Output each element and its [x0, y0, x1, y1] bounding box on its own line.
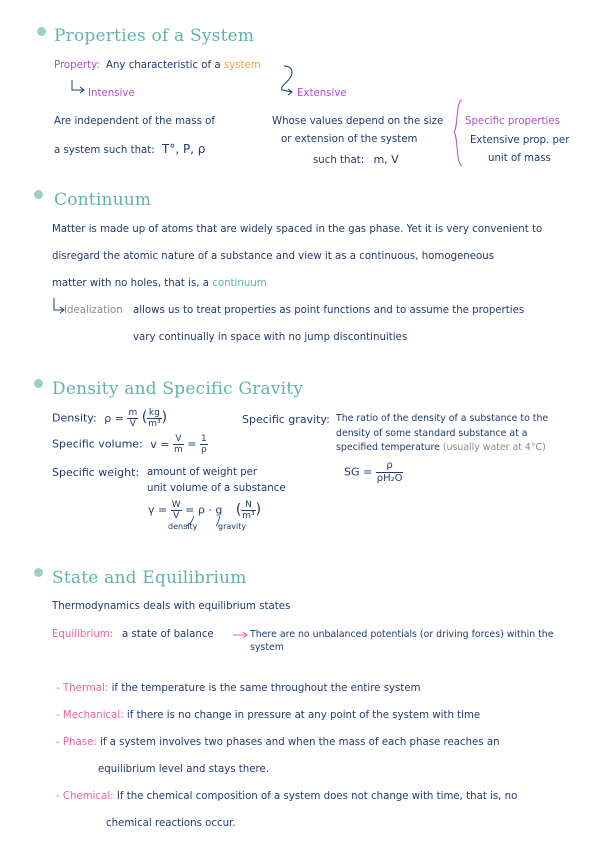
continuum-line3: matter with no holes, that is, a continuum [52, 278, 267, 289]
intensive-line1: Are independent of the mass of [54, 116, 215, 127]
extensive-label: Extensive [297, 88, 347, 99]
bullet-dot [37, 27, 46, 36]
equilibrium-item-mechanical: - Mechanical: if there is no change in pressure at any point of the system with time [56, 710, 481, 721]
note-density: density [168, 522, 198, 531]
property-label: Property: [54, 60, 100, 71]
continuum-line2: disregard the atomic nature of a substance and view it as a continuous, homogeneous [52, 251, 495, 262]
density-formula: Density: ρ = $\frac{m}{V}$ ( $\frac{kg}{\text{m³}}$ ) [52, 408, 168, 429]
equilibrium-item-thermal: - Thermal: if the temperature is the same throughout the entire system [56, 683, 421, 694]
specific-weight-line2: unit volume of a substance [147, 483, 286, 494]
specific-gravity-label: Specific gravity: [242, 413, 330, 426]
specific-weight-label: Specific weight: [52, 466, 140, 479]
specific-line2: unit of mass [488, 153, 551, 164]
equilibrium-label: Equilibrium: [52, 629, 114, 640]
specific-line1: Extensive prop. per [470, 135, 570, 146]
specific-properties-label: Specific properties [465, 116, 560, 127]
sg-line2: density of some standard substance at a [336, 428, 528, 439]
equilibrium-result2: system [250, 642, 284, 653]
extensive-line1: Whose values depend on the size [272, 116, 444, 127]
sg-line3: specified temperature (usually water at 4°C) [336, 442, 546, 453]
property-definition: Any characteristic of a system [106, 60, 261, 71]
idealization-line2: vary continually in space with no jump discontinuities [133, 332, 408, 343]
extensive-line3: such that: m, V [313, 153, 399, 166]
equilibrium-item-phase: - Phase: if a system involves two phases and when the mass of each phase reaches an [56, 737, 500, 748]
specific-weight-line1: amount of weight per [147, 467, 258, 478]
intensive-label: Intensive [88, 88, 135, 99]
bullet-dot [34, 568, 43, 577]
equilibrium-def: a state of balance [122, 629, 214, 640]
sg-formula: SG = $\frac{\rho}{\text{ρH₂O}}$ [344, 460, 403, 484]
bullet-dot [34, 379, 43, 388]
arrow-to-intensive [70, 78, 90, 98]
idealization-label: Idealization [64, 305, 123, 316]
arrow-equilibrium [232, 630, 250, 640]
equilibrium-item-chemical-cont: chemical reactions occur. [106, 818, 236, 829]
idealization-line1: allows us to treat properties as point functions and to assume the properties [133, 305, 525, 316]
specific-weight-formula: γ = $\frac{W}{V}$ = ρ · g ( $\frac{N}{\text{m³}}$ ) [148, 500, 262, 521]
note-gravity: gravity [218, 522, 247, 531]
continuum-line1: Matter is made up of atoms that are widely spaced in the gas phase. Yet it is very convenient to [52, 224, 543, 235]
brace [452, 98, 466, 170]
state-intro: Thermodynamics deals with equilibrium states [52, 601, 291, 612]
equilibrium-item-phase-cont: equilibrium level and stays there. [98, 764, 269, 775]
equilibrium-item-chemical: - Chemical: If the chemical composition of a system does not change with time, that is, no [56, 791, 518, 802]
specific-volume-formula: Specific volume: v = $\frac{V}{m}$ = $\frac{1}{\rho}$ [52, 434, 207, 455]
sg-line1: The ratio of the density of a substance to the [336, 413, 549, 424]
section-title-properties: Properties of a System [54, 26, 255, 46]
extensive-line2: or extension of the system [281, 134, 418, 145]
section-title-density: Density and Specific Gravity [52, 379, 304, 399]
intensive-line2: a system such that: T°, P, ρ [54, 142, 206, 156]
section-title-continuum: Continuum [54, 190, 152, 210]
equilibrium-result1: There are no unbalanced potentials (or driving forces) within the [250, 629, 554, 640]
bullet-dot [34, 190, 43, 199]
section-title-state: State and Equilibrium [52, 568, 247, 588]
